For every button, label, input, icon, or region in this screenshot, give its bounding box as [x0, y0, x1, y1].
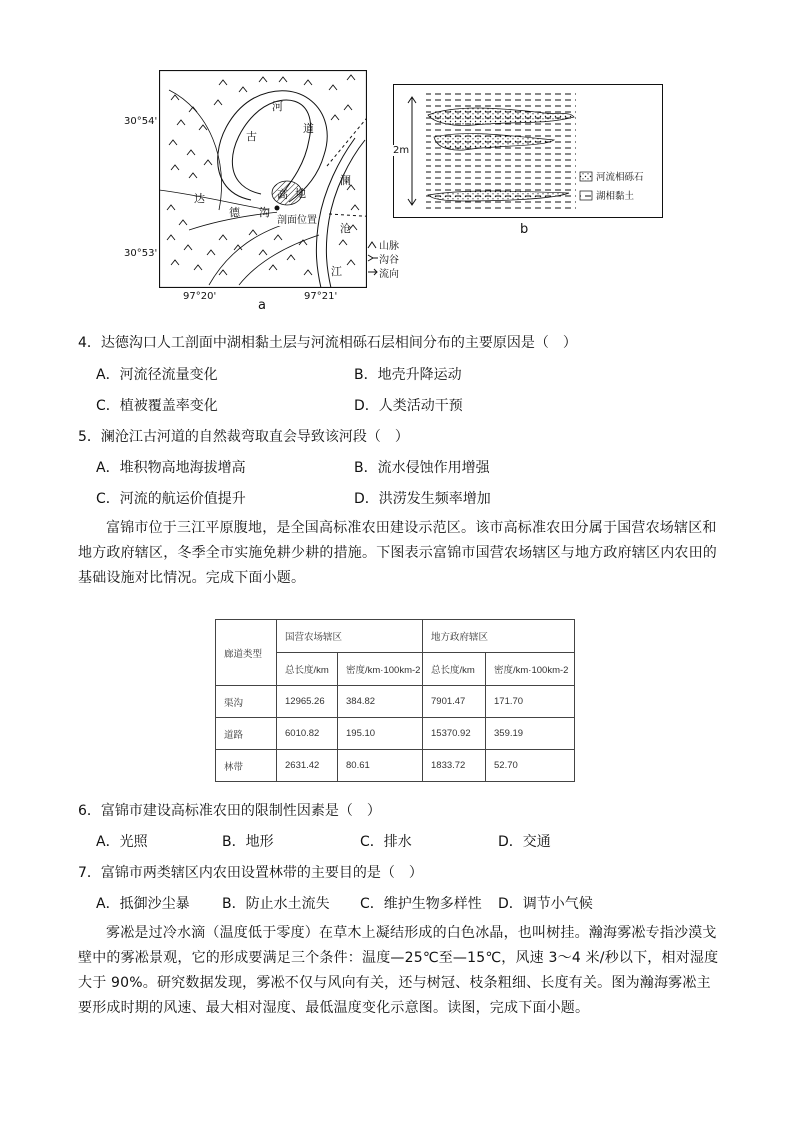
q6-option-c[interactable]: C．排水: [360, 834, 412, 850]
map-char-jiang: 江: [331, 265, 342, 278]
q4-option-b[interactable]: B．地壳升降运动: [354, 367, 462, 383]
scale-label: 2m: [393, 145, 410, 156]
table-cell: 80.61: [338, 750, 423, 782]
flow-arrow-icon: [367, 267, 379, 277]
map-char-dao: 道: [303, 122, 314, 135]
table-cell: 384.82: [338, 686, 423, 718]
q5-option-c[interactable]: C．河流的航运价值提升: [96, 491, 246, 507]
map-char-lan: 澜: [340, 174, 351, 187]
map-char-cang: 沧: [340, 222, 351, 235]
q5-option-b[interactable]: B．流水侵蚀作用增强: [354, 460, 490, 476]
table-cell-type: 道路: [216, 718, 277, 750]
table-subheader-density: 密度/km·100km-2: [486, 653, 575, 686]
valley-symbol-icon: [367, 253, 379, 263]
q7-option-a[interactable]: A．抵御沙尘暴: [96, 896, 190, 912]
table-cell: 15370.92: [423, 718, 486, 750]
q7-option-d[interactable]: D．调节小气候: [498, 896, 593, 912]
lat-top-label: 30°54': [124, 116, 158, 127]
map-char-di: 地: [295, 187, 306, 200]
mountain-symbol-icon: [367, 239, 379, 249]
q7-option-b[interactable]: B．防止水土流失: [222, 896, 330, 912]
table-subheader-density: 密度/km·100km-2: [338, 653, 423, 686]
table-subheader-length: 总长度/km: [277, 653, 338, 686]
q4-option-a[interactable]: A．河流径流量变化: [96, 367, 218, 383]
section-position-label: 剖面位置: [277, 211, 317, 226]
table-cell: 6010.82: [277, 718, 338, 750]
table-row: [216, 718, 575, 750]
table-group-state-farm: 国营农场辖区: [277, 620, 423, 653]
map-char-he: 河: [272, 100, 283, 113]
map-legend: [367, 237, 427, 287]
table-subheader-length: 总长度/km: [423, 653, 486, 686]
figure-a-map: [159, 70, 367, 288]
legend-gravel: 河流相砾石: [596, 172, 644, 183]
q5-option-d[interactable]: D．洪涝发生频率增加: [354, 491, 491, 507]
q7-stem: 7．富锦市两类辖区内农田设置林带的主要目的是（ ）: [78, 865, 423, 881]
map-char-gu: 古: [246, 130, 257, 143]
figure-a-label: a: [258, 298, 266, 313]
map-char-gou: 沟: [259, 206, 270, 219]
table-cell: 2631.42: [277, 750, 338, 782]
figure-b-profile: [393, 84, 663, 218]
table-row: [216, 750, 575, 782]
q5-stem: 5．澜沧江古河道的自然裁弯取直会导致该河段（ ）: [78, 429, 409, 445]
q7-option-c[interactable]: C．维护生物多样性: [360, 896, 482, 912]
lat-bottom-label: 30°53': [124, 248, 158, 259]
map-char-gao: 高: [277, 188, 288, 201]
map-char-de: 德: [229, 206, 240, 219]
table-cell: 171.70: [486, 686, 575, 718]
lon-left-label: 97°20': [183, 291, 217, 302]
q6-option-a[interactable]: A．光照: [96, 834, 148, 850]
table-cell: 1833.72: [423, 750, 486, 782]
map-drawing: [159, 70, 367, 288]
figure-b-label: b: [520, 222, 529, 237]
q6-option-d[interactable]: D．交通: [498, 834, 551, 850]
q4-stem: 4．达德沟口人工剖面中湖相黏土层与河流相砾石层相间分布的主要原因是（ ）: [78, 335, 577, 351]
table-cell-type: 渠沟: [216, 686, 277, 718]
q5-option-a[interactable]: A．堆积物高地海拔增高: [96, 460, 246, 476]
table-cell: 195.10: [338, 718, 423, 750]
table-cell: 359.19: [486, 718, 575, 750]
table-cell: 7901.47: [423, 686, 486, 718]
legend-mountain: 山脉: [367, 237, 427, 251]
passage-fujin: 富锦市位于三江平原腹地，是全国高标准农田建设示范区。该市高标准农田分属于国营农场辖区和地方政府辖区，冬季全市实施免耕少耕的措施。下图表示富锦市国营农场辖区与地方政府辖区内农田的基础设施对比情况。完成下面小题。: [78, 520, 717, 586]
table-cell: 52.70: [486, 750, 575, 782]
table-row: [216, 686, 575, 718]
q6-stem: 6．富锦市建设高标准农田的限制性因素是（ ）: [78, 803, 381, 819]
legend-clay: 湖相黏土: [596, 191, 635, 202]
table-cell: 12965.26: [277, 686, 338, 718]
map-char-da: 达: [194, 192, 205, 205]
q4-option-d[interactable]: D．人类活动干预: [354, 398, 463, 414]
lon-right-label: 97°21': [304, 291, 338, 302]
q6-option-b[interactable]: B．地形: [222, 834, 274, 850]
infrastructure-table: [215, 619, 575, 782]
legend-valley: 沟谷: [367, 251, 427, 265]
table-group-local-gov: 地方政府辖区: [423, 620, 575, 653]
passage-rime: 雾凇是过冷水滴（温度低于零度）在草木上凝结形成的白色冰晶，也叫树挂。瀚海雾凇专指沙漠戈壁中的雾凇景观，它的形成要满足三个条件：温度—25℃至—15℃，风速 3～4 米/秒以下，相对湿度大于 90%。研究数据发现，雾凇不仅与风向有关，还与树冠、枝条粗细、长度有关。图为瀚海雾凇主要形成时期的风速、最大相对湿度、最低温度变化示意图。读图，完成下面小题。: [78, 925, 719, 1016]
legend-flow: 流向: [367, 265, 427, 279]
table-corner-header: 廊道类型: [216, 620, 277, 686]
table-cell-type: 林带: [216, 750, 277, 782]
q4-option-c[interactable]: C．植被覆盖率变化: [96, 398, 218, 414]
